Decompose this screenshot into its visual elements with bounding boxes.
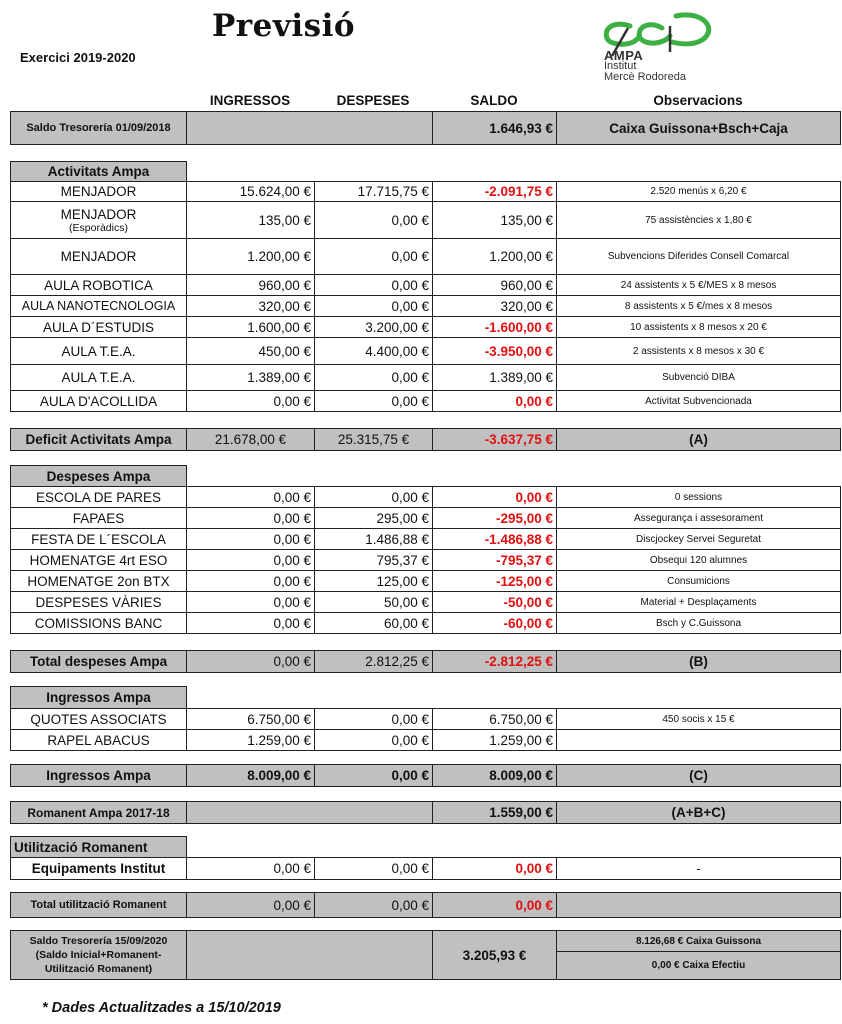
row-label: Romanent Ampa 2017-18 [11, 802, 187, 824]
ingressos-cell: 6.750,00 € [187, 709, 315, 730]
saldo-cell: -1.486,88 € [433, 529, 557, 550]
ingressos-cell: 0,00 € [187, 893, 315, 918]
row-label-text: MENJADOR [60, 249, 137, 264]
obs-cell: Subvencions Diferides Consell Comarcal [557, 239, 841, 275]
despeses-cell: 0,00 € [315, 239, 433, 275]
despeses-cell: 0,00 € [315, 365, 433, 391]
closing-balance-row [11, 931, 841, 952]
saldo-cell: 135,00 € [433, 202, 557, 239]
row-label: Saldo Tresorería 01/09/2018 [11, 112, 187, 145]
row-label: Ingressos Ampa [11, 765, 187, 787]
row-label [11, 239, 187, 275]
fiscal-year-label: Exercici 2019-2020 [20, 50, 136, 65]
table-row [11, 338, 841, 365]
row-label-text: AULA D'ACOLLIDA [39, 393, 158, 409]
opening-balance-table [10, 111, 841, 145]
section-header-row [11, 466, 841, 487]
ingressos-cell: 135,00 € [187, 202, 315, 239]
despeses-cell: 795,37 € [315, 550, 433, 571]
row-label-text: AULA D´ESTUDIS [42, 319, 155, 335]
saldo-cell: -2.812,25 € [433, 651, 557, 673]
ingressos-table [10, 686, 841, 751]
romanent-table [10, 801, 841, 824]
saldo-cell: 0,00 € [433, 391, 557, 412]
despeses-cell: 50,00 € [315, 592, 433, 613]
label-line-2: (Saldo Inicial+Romanent- [35, 949, 162, 961]
row-label-text: AULA NANOTECNOLOGIA [21, 299, 176, 313]
section-title: Ingressos Ampa [11, 687, 187, 709]
table-row [11, 391, 841, 412]
row-label [11, 317, 187, 338]
obs-cell: 2 assistents x 8 mesos x 30 € [557, 338, 841, 365]
opening-balance-row [11, 112, 841, 145]
despeses-cell: 0,00 € [315, 765, 433, 787]
ingressos-cell: 15.624,00 € [187, 182, 315, 202]
saldo-cell: -125,00 € [433, 571, 557, 592]
obs-cell-caixa-efectiu: 0,00 € Caixa Efectiu [557, 952, 841, 980]
label-line-1: Saldo Tresorería 15/09/2020 [29, 935, 168, 947]
section-title: Utilització Romanent [11, 837, 187, 858]
logo-line1: Institut [604, 60, 637, 72]
column-header-saldo: SALDO [470, 93, 518, 108]
ingressos-cell: 0,00 € [187, 592, 315, 613]
obs-cell: Caixa Guissona+Bsch+Caja [557, 112, 841, 145]
row-label: RAPEL ABACUS [11, 730, 187, 751]
row-label-text: MENJADOR [60, 206, 137, 222]
obs-cell: 75 assistències x 1,80 € [557, 202, 841, 239]
obs-cell: 450 socis x 15 € [557, 709, 841, 730]
obs-cell [557, 730, 841, 751]
ingressos-cell: 0,00 € [187, 858, 315, 880]
row-label: FAPAES [11, 508, 187, 529]
footnote: * Dades Actualitzades a 15/10/2019 [42, 1000, 281, 1016]
table-row [11, 709, 841, 730]
total-row [11, 893, 841, 918]
saldo-cell: 960,00 € [433, 275, 557, 296]
row-label: Total despeses Ampa [11, 651, 187, 673]
row-label [11, 202, 187, 239]
despeses-cell: 1.486,88 € [315, 529, 433, 550]
despeses-cell: 0,00 € [315, 391, 433, 412]
saldo-cell: -3.637,75 € [433, 429, 557, 451]
table-row [11, 571, 841, 592]
saldo-cell: 8.009,00 € [433, 765, 557, 787]
despeses-table [10, 465, 841, 634]
obs-cell: Assegurança i assesorament [557, 508, 841, 529]
despeses-cell: 3.200,00 € [315, 317, 433, 338]
column-header-ingressos: INGRESSOS [209, 93, 291, 108]
table-row [11, 529, 841, 550]
ingressos-cell: 0,00 € [187, 529, 315, 550]
obs-cell-caixa-guissona: 8.126,68 € Caixa Guissona [557, 931, 841, 952]
saldo-cell: 3.205,93 € [433, 931, 557, 980]
obs-cell: Obsequi 120 alumnes [557, 550, 841, 571]
row-label: Deficit Activitats Ampa [11, 429, 187, 451]
empty-cell [187, 931, 433, 980]
row-label: HOMENATGE 2on BTX [11, 571, 187, 592]
activitats-total-table [10, 428, 841, 451]
obs-cell: 2.520 menús x 6,20 € [557, 182, 841, 202]
obs-cell: Activitat Subvencionada [557, 391, 841, 412]
row-label [11, 365, 187, 391]
obs-cell: - [557, 858, 841, 880]
column-header-observacions: Observacions [653, 93, 743, 108]
table-row [11, 550, 841, 571]
obs-cell: 8 assistents x 5 €/mes x 8 mesos [557, 296, 841, 317]
despeses-cell: 0,00 € [315, 893, 433, 918]
obs-cell: Bsch y C.Guissona [557, 613, 841, 634]
ingressos-cell: 0,00 € [187, 571, 315, 592]
saldo-cell: 6.750,00 € [433, 709, 557, 730]
ingressos-cell: 0,00 € [187, 487, 315, 508]
row-label-text: AULA T.E.A. [61, 343, 136, 359]
obs-cell: (A+B+C) [557, 802, 841, 824]
obs-cell [557, 893, 841, 918]
table-row [11, 592, 841, 613]
page-title: Previsió [212, 8, 356, 44]
despeses-cell: 0,00 € [315, 730, 433, 751]
row-label [11, 338, 187, 365]
obs-cell: Material + Desplaçaments [557, 592, 841, 613]
despeses-cell: 25.315,75 € [315, 429, 433, 451]
table-row [11, 730, 841, 751]
row-label: QUOTES ASSOCIATS [11, 709, 187, 730]
saldo-cell: -3.950,00 € [433, 338, 557, 365]
ingressos-cell: 1.389,00 € [187, 365, 315, 391]
logo-name: AMPA [604, 48, 644, 63]
obs-cell: 10 assistents x 8 mesos x 20 € [557, 317, 841, 338]
obs-cell: (B) [557, 651, 841, 673]
despeses-cell: 125,00 € [315, 571, 433, 592]
obs-cell: 24 assistents x 5 €/MES x 8 mesos [557, 275, 841, 296]
row-label [11, 182, 187, 202]
ingressos-cell: 0,00 € [187, 391, 315, 412]
saldo-cell: 1.200,00 € [433, 239, 557, 275]
activitats-table [10, 161, 841, 412]
total-row [11, 765, 841, 787]
row-label: HOMENATGE 4rt ESO [11, 550, 187, 571]
row-sublabel: (Esporàdics) [69, 221, 128, 234]
saldo-cell: -295,00 € [433, 508, 557, 529]
obs-cell: (C) [557, 765, 841, 787]
ingressos-cell: 320,00 € [187, 296, 315, 317]
row-label: Equipaments Institut [11, 858, 187, 880]
row-label: COMISSIONS BANC [11, 613, 187, 634]
ingressos-total-table [10, 764, 841, 787]
ingressos-cell: 0,00 € [187, 651, 315, 673]
despeses-cell: 0,00 € [315, 487, 433, 508]
table-row [11, 613, 841, 634]
ingressos-cell: 1.259,00 € [187, 730, 315, 751]
row-label [11, 391, 187, 412]
section-title: Activitats Ampa [11, 162, 187, 182]
ingressos-cell: 1.600,00 € [187, 317, 315, 338]
table-row [11, 365, 841, 391]
saldo-cell: 1.559,00 € [433, 802, 557, 824]
row-label-text: MENJADOR [60, 184, 137, 199]
row-label [11, 275, 187, 296]
ingressos-cell: 1.200,00 € [187, 239, 315, 275]
despeses-cell: 295,00 € [315, 508, 433, 529]
despeses-cell: 60,00 € [315, 613, 433, 634]
saldo-cell: 1.259,00 € [433, 730, 557, 751]
saldo-cell: 320,00 € [433, 296, 557, 317]
table-row [11, 182, 841, 202]
ingressos-cell: 21.678,00 € [187, 429, 315, 451]
row-label [11, 931, 187, 980]
table-row [11, 296, 841, 317]
obs-cell: Consumicions [557, 571, 841, 592]
row-label [11, 296, 187, 317]
romanent-row [11, 802, 841, 824]
ingressos-cell: 0,00 € [187, 508, 315, 529]
ingressos-cell: 960,00 € [187, 275, 315, 296]
total-row [11, 429, 841, 451]
despeses-cell: 0,00 € [315, 202, 433, 239]
despeses-total-table [10, 650, 841, 673]
label-line-3: Utilització Romanent) [44, 963, 153, 975]
ingressos-cell: 0,00 € [187, 550, 315, 571]
row-label: DESPESES VÀRIES [11, 592, 187, 613]
section-header-row [11, 162, 841, 182]
table-row [11, 202, 841, 239]
row-label-text: AULA ROBOTICA [44, 277, 153, 293]
row-label: ESCOLA DE PARES [11, 487, 187, 508]
obs-cell: Subvenció DIBA [557, 365, 841, 391]
table-row [11, 508, 841, 529]
total-row [11, 651, 841, 673]
logo-line2: Mercè Rodoreda [604, 71, 686, 83]
closing-balance-table [10, 930, 841, 980]
obs-cell: 0 sessions [557, 487, 841, 508]
row-label: Total utilització Romanent [11, 893, 187, 918]
despeses-cell: 4.400,00 € [315, 338, 433, 365]
saldo-cell: -60,00 € [433, 613, 557, 634]
column-header-despeses: DESPESES [336, 93, 410, 108]
obs-cell: (A) [557, 429, 841, 451]
table-row [11, 275, 841, 296]
saldo-cell: 0,00 € [433, 487, 557, 508]
obs-cell: Discjockey Servei Seguretat [557, 529, 841, 550]
despeses-cell: 0,00 € [315, 709, 433, 730]
despeses-cell: 2.812,25 € [315, 651, 433, 673]
table-row [11, 317, 841, 338]
saldo-cell: -50,00 € [433, 592, 557, 613]
ingressos-cell: 0,00 € [187, 613, 315, 634]
utilitzacio-total-table [10, 892, 841, 918]
despeses-cell: 0,00 € [315, 296, 433, 317]
empty-cell [187, 112, 433, 145]
ampa-logo-text [604, 50, 686, 83]
table-row [11, 487, 841, 508]
saldo-cell: -795,37 € [433, 550, 557, 571]
row-label: FESTA DE L´ESCOLA [11, 529, 187, 550]
despeses-cell: 17.715,75 € [315, 182, 433, 202]
table-row [11, 858, 841, 880]
saldo-cell: 1.646,93 € [433, 112, 557, 145]
section-header-row [11, 687, 841, 709]
despeses-cell: 0,00 € [315, 275, 433, 296]
ingressos-cell: 450,00 € [187, 338, 315, 365]
saldo-cell: 0,00 € [433, 893, 557, 918]
despeses-cell: 0,00 € [315, 858, 433, 880]
table-row [11, 239, 841, 275]
ingressos-cell: 8.009,00 € [187, 765, 315, 787]
section-header-row [11, 837, 841, 858]
saldo-cell: -2.091,75 € [433, 182, 557, 202]
saldo-cell: 0,00 € [433, 858, 557, 880]
saldo-cell: -1.600,00 € [433, 317, 557, 338]
section-title: Despeses Ampa [11, 466, 187, 487]
utilitzacio-table [10, 836, 841, 880]
row-label-text: AULA T.E.A. [61, 370, 136, 385]
empty-cell [187, 802, 433, 824]
saldo-cell: 1.389,00 € [433, 365, 557, 391]
